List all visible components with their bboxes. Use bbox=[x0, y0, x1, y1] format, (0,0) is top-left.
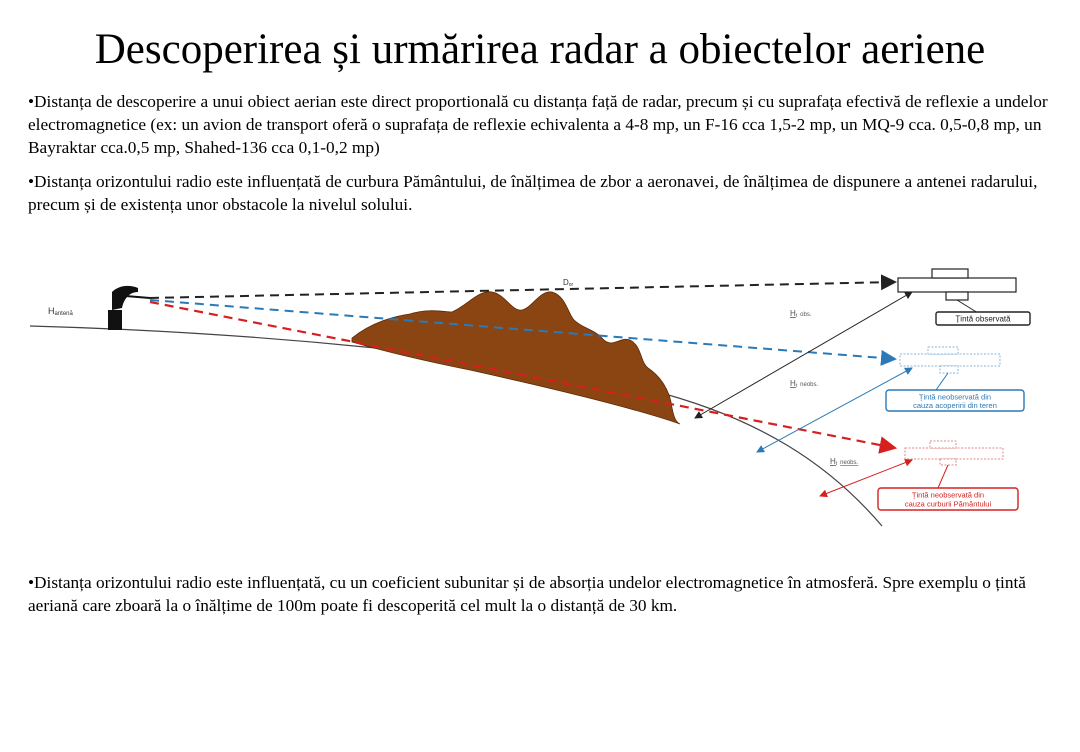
terrain-hidden-target-callout bbox=[886, 390, 1024, 411]
svg-text:cauza acoperirii din teren: cauza acoperirii din teren bbox=[913, 401, 997, 410]
line-to-observed-target bbox=[150, 282, 895, 298]
paragraph-atmospheric-absorption: •Distanța orizontului radio este influențată, cu un coeficient subunitar și de absorția undelor electromagnetice în atmosferă. Spre exemplu o țintă aeriană care zboară la o înălțime de 100m poate fi descoperită cel mult la o distanță de 30 km. bbox=[28, 573, 1026, 615]
height-label-curvature: Ht neobs. bbox=[830, 457, 859, 467]
distance-label: Dor bbox=[563, 278, 574, 288]
svg-text:Țintă neobservată din: Țintă neobservată din bbox=[918, 392, 992, 402]
terrain-hidden-target-aircraft-icon bbox=[900, 347, 1000, 373]
paragraph-radio-horizon: •Distanța orizontului radio este influențată de curbura Pământului, de înălțimea de zbor a aeronavei, de înălțimea de dispunere a antenei radarului, precum și de existența unor obstacole la nivelul solului. bbox=[28, 172, 1038, 214]
radar-horizon-diagram bbox=[0, 250, 1080, 540]
slide-title: Descoperirea și urmărirea radar a obiectelor aeriene bbox=[94, 26, 986, 73]
height-label-terrain: Ht neobs. bbox=[790, 379, 819, 389]
svg-text:cauza curburii Pământului: cauza curburii Pământului bbox=[904, 499, 992, 509]
radar-antenna-icon bbox=[108, 286, 150, 330]
observed-target-aircraft-icon bbox=[898, 269, 1016, 300]
height-label-observed: Ht obs. bbox=[790, 309, 812, 319]
observed-target-callout bbox=[936, 312, 1030, 325]
terrain-obstacle bbox=[352, 292, 680, 424]
curvature-hidden-target-callout bbox=[878, 488, 1018, 510]
antenna-height-label: Hantenă bbox=[48, 306, 73, 317]
curvature-hidden-target-aircraft-icon bbox=[905, 441, 1003, 465]
svg-text:Țintă observată: Țintă observată bbox=[955, 314, 1011, 324]
height-arrow-observed bbox=[695, 292, 912, 418]
svg-text:Țintă neobservată din: Țintă neobservată din bbox=[911, 490, 985, 500]
paragraph-detection-distance: •Distanța de descoperire a unui obiect aerian este direct proportională cu distanța față de radar, precum și cu suprafața efectivă de reflexie a undelor electromagnetice (ex: un avion de transport oferă o suprafața de reflexie echivalenta a 4-8 mp, un F-16 cca 1,5-2 mp, un MQ-9 cca. 0,5-0,8 mp, un Bayraktar cca.0,5 mp, Shahed-136 cca 0,1-0,2 mp) bbox=[28, 92, 1048, 157]
